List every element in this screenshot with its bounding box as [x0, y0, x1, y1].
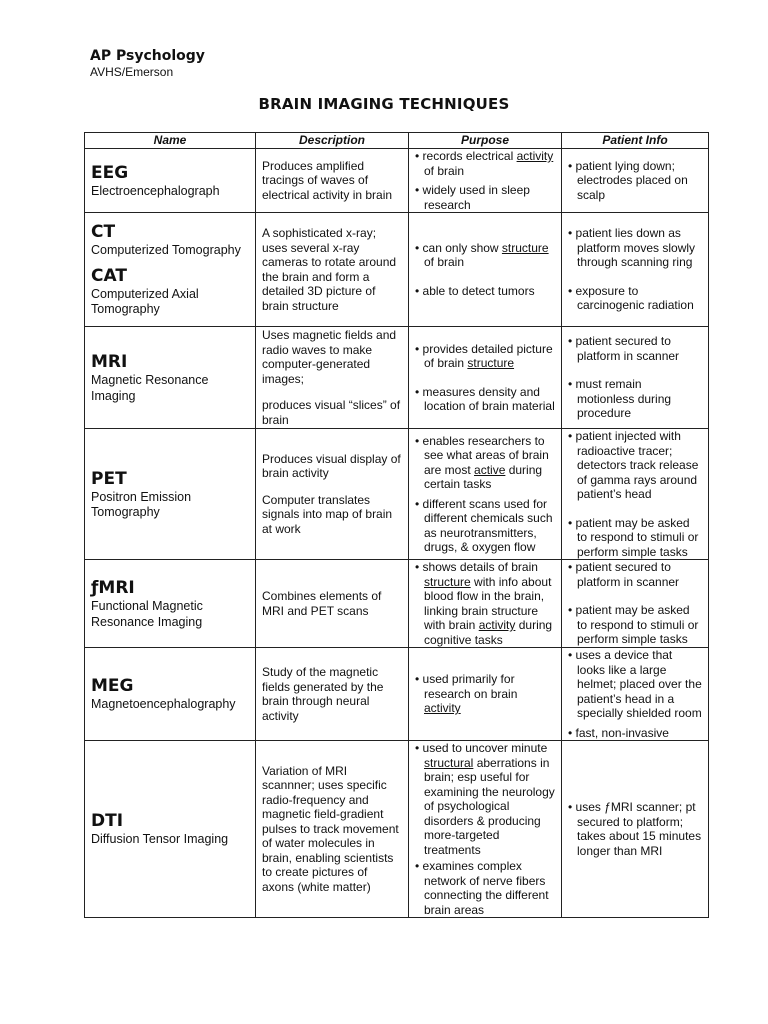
purpose-bullet	[415, 672, 555, 716]
table-header-row	[85, 133, 709, 149]
purpose-text: aberrations in brain; esp useful for examining the neurology of psychological disorders & producing more-targeted treatments	[424, 755, 555, 857]
cell-purpose	[409, 741, 562, 918]
technique-abbreviation: MEG	[91, 676, 134, 697]
cell-purpose	[409, 648, 562, 741]
patient-info-bullet: • uses a device that looks like a large helmet; placed over the patient’s head in a specially shielded room	[568, 648, 702, 720]
emphasized-term: activity	[424, 701, 461, 716]
cell-name	[85, 560, 256, 648]
cell-patient-info	[562, 648, 709, 741]
patient-info-bullet: • patient injected with radioactive tracer; detectors track release of gamma rays around patient’s head	[568, 429, 699, 501]
document-header	[90, 48, 205, 80]
description-text: A sophisticated x-ray; uses several x-ray cameras to rotate around the brain and form a detailed 3D picture of	[262, 226, 397, 298]
description-text: produces visual “slices” of brain	[262, 398, 401, 427]
patient-info-bullet: • patient secured to platform in scanner	[568, 334, 680, 363]
patient-info-bullet: • patient lies down as platform moves slowly through scanning ring	[568, 226, 696, 270]
description-text: Variation of MRI scannner; uses specific radio-frequency and magnetic field-gradient pulses to track movement of water molecules in brain, enabling scientists to create pictures of axons (white matter)	[262, 763, 399, 894]
purpose-bullet	[415, 497, 555, 555]
purpose-bullet	[415, 385, 555, 414]
emphasized-term: active	[474, 462, 506, 477]
column-header-description: Description	[256, 133, 409, 149]
patient-info-bullet: • patient lying down; electrodes placed on scalp	[568, 158, 688, 202]
patient-info-bullet: • exposure to carcinogenic radiation	[568, 283, 694, 313]
cell-description	[256, 648, 409, 741]
technique-abbreviation: CAT	[91, 265, 127, 286]
description-text: Combines elements of MRI and PET scans	[262, 589, 382, 618]
table-row	[85, 741, 709, 918]
purpose-text: • used to uncover minute	[415, 741, 548, 755]
description-text: Computer translates signals into map of brain at work	[262, 492, 393, 536]
page-title: BRAIN IMAGING TECHNIQUES	[258, 95, 510, 113]
technique-abbreviation: ƒMRI	[91, 578, 135, 598]
patient-info-bullet: • patient may be asked to respond to stimuli or perform simple tasks	[568, 603, 699, 647]
patient-info-bullet: • fast, non-invasive	[568, 725, 669, 740]
purpose-text: during cognitive tasks	[424, 618, 553, 647]
table-row	[85, 429, 709, 560]
table-row	[85, 560, 709, 648]
cell-name	[85, 429, 256, 560]
cell-purpose	[409, 149, 562, 213]
purpose-bullet	[415, 741, 555, 857]
purpose-bullet	[415, 859, 555, 917]
cell-patient-info	[562, 741, 709, 918]
purpose-text: • able to detect tumors	[415, 283, 535, 298]
technique-abbreviation: CT	[91, 222, 116, 243]
description-text: Produces visual display of brain activity	[262, 451, 401, 481]
technique-full-name: Magnetoencephalography	[91, 697, 236, 712]
emphasized-term: activity	[516, 149, 554, 163]
purpose-text: of brain	[424, 255, 465, 270]
description-text: brain structure	[262, 298, 339, 313]
description-text: Uses magnetic fields and radio waves to make computer-generated images;	[262, 328, 397, 386]
course-name: AP Psychology	[90, 48, 205, 64]
technique-full-name: Electroencephalograph	[91, 183, 220, 198]
purpose-text: with info about blood flow in the brain, linking brain structure with brain	[424, 574, 552, 632]
technique-abbreviation: DTI	[91, 811, 124, 832]
technique-abbreviation: PET	[91, 468, 127, 489]
technique-full-name: Positron Emission Tomography	[91, 489, 192, 519]
patient-info-bullet: • must remain motionless during procedure	[568, 377, 672, 421]
emphasized-term: structural	[424, 755, 474, 770]
purpose-text: • shows details of brain	[415, 560, 538, 574]
purpose-bullet	[415, 183, 555, 212]
cell-description	[256, 149, 409, 213]
cell-patient-info	[562, 149, 709, 213]
purpose-bullet	[415, 342, 555, 371]
cell-patient-info	[562, 327, 709, 429]
emphasized-term: structure	[467, 356, 515, 370]
technique-abbreviation: EEG	[91, 162, 129, 183]
cell-purpose	[409, 429, 562, 560]
purpose-bullet	[415, 149, 555, 178]
technique-abbreviation: MRI	[91, 352, 128, 372]
cell-patient-info	[562, 213, 709, 327]
emphasized-term: activity	[478, 618, 516, 632]
imaging-techniques-table	[84, 132, 709, 918]
cell-description	[256, 327, 409, 429]
column-header-patient-info: Patient Info	[562, 133, 709, 149]
purpose-text: • widely used in sleep research	[415, 183, 530, 212]
emphasized-term: structure	[501, 240, 549, 255]
purpose-text: • different scans used for different chemicals such as neurotransmitters, drugs, & oxygen flow	[415, 496, 553, 554]
technique-full-name: Functional Magnetic Resonance Imaging	[91, 599, 203, 629]
emphasized-term: structure	[424, 574, 471, 589]
cell-name	[85, 648, 256, 741]
cell-name	[85, 213, 256, 327]
cell-name	[85, 741, 256, 918]
cell-purpose	[409, 213, 562, 327]
technique-full-name: Diffusion Tensor Imaging	[91, 832, 229, 847]
cell-description	[256, 741, 409, 918]
purpose-bullet	[415, 241, 555, 270]
cell-purpose	[409, 560, 562, 648]
table-row	[85, 327, 709, 429]
technique-full-name: Magnetic Resonance Imaging	[91, 373, 209, 403]
patient-info-bullet: • patient secured to platform in scanner	[568, 560, 680, 589]
purpose-text: • used primarily for research on brain	[415, 672, 518, 701]
column-header-name: Name	[85, 133, 256, 149]
cell-patient-info	[562, 560, 709, 648]
purpose-bullet	[415, 434, 555, 492]
purpose-bullet	[415, 560, 555, 647]
purpose-text: • provides detailed picture of brain	[415, 341, 553, 370]
cell-name	[85, 327, 256, 429]
purpose-text: • enables researchers to see what areas of brain are most	[415, 433, 549, 477]
cell-patient-info	[562, 429, 709, 560]
teacher-name: AVHS/Emerson	[90, 65, 174, 79]
technique-full-name: Computerized Axial Tomography	[91, 286, 199, 317]
cell-purpose	[409, 327, 562, 429]
column-header-purpose: Purpose	[409, 133, 562, 149]
table-row	[85, 648, 709, 741]
cell-description	[256, 213, 409, 327]
purpose-text: • can only show	[415, 240, 502, 255]
purpose-text: of brain	[424, 163, 465, 178]
purpose-text: • measures density and location of brain material	[415, 384, 555, 413]
purpose-bullet	[415, 284, 555, 299]
table-row	[85, 149, 709, 213]
patient-info-bullet: • patient may be asked to respond to stimuli or perform simple tasks	[568, 515, 699, 559]
table-row	[85, 213, 709, 327]
patient-info-bullet: • uses ƒMRI scanner; pt secured to platform; takes about 15 minutes longer than MRI	[568, 800, 702, 858]
purpose-text: • examines complex network of nerve fibers connecting the different brain areas	[415, 859, 549, 917]
purpose-text: • records electrical	[415, 149, 517, 163]
cell-description	[256, 560, 409, 648]
purpose-text: during certain tasks	[424, 462, 543, 491]
technique-full-name: Computerized Tomography	[91, 243, 241, 258]
cell-description	[256, 429, 409, 560]
description-text: Study of the magnetic fields generated by the brain through neural activity	[262, 665, 384, 723]
description-text: Produces amplified tracings of waves of electrical activity in brain	[262, 158, 393, 202]
cell-name	[85, 149, 256, 213]
